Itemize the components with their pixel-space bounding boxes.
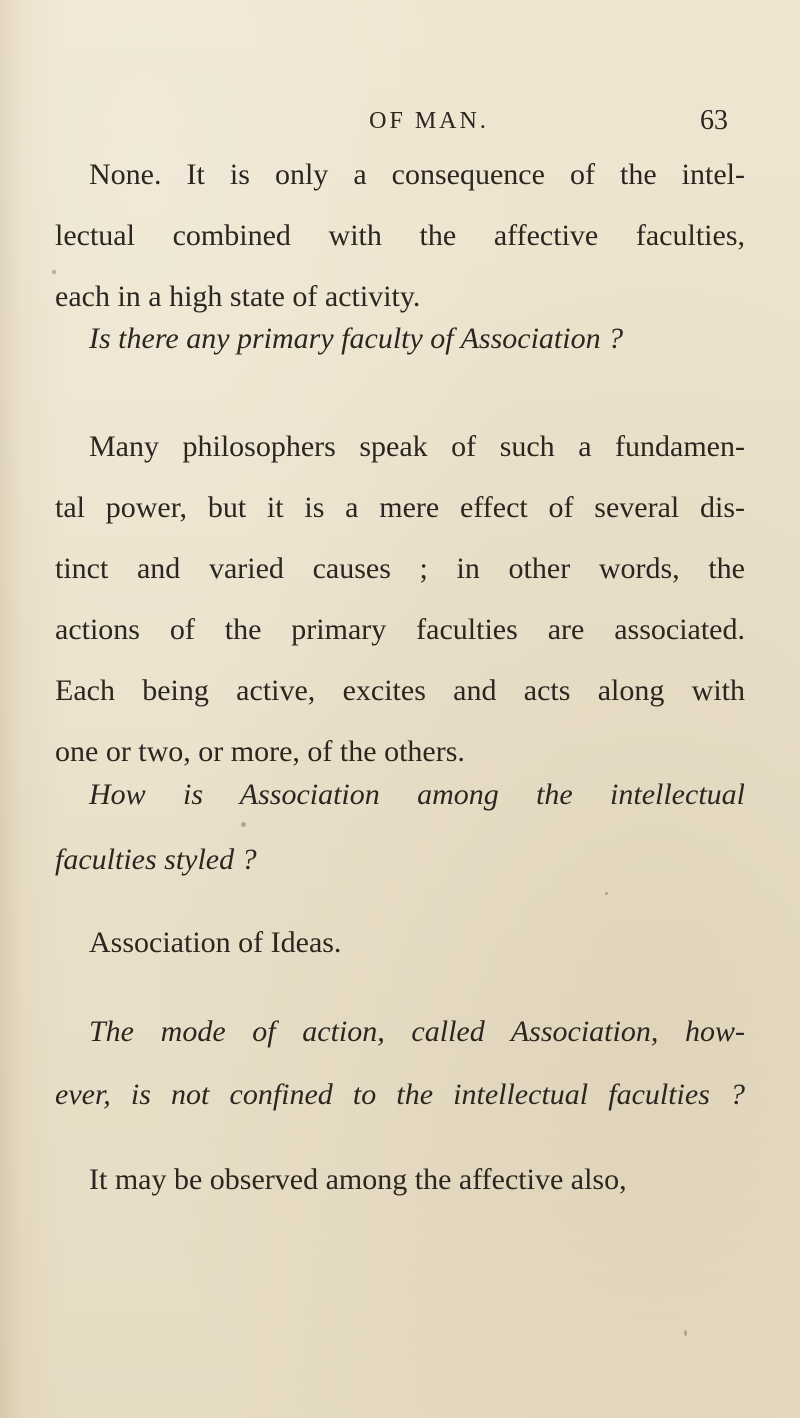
answer-paragraph-2 (55, 432, 745, 777)
running-head: OF MAN. (369, 108, 489, 134)
text-line: actions of the primary faculties are associated. (55, 613, 745, 646)
text-line: Association of Ideas. (89, 926, 342, 959)
text-line: It may be observed among the affective also, (89, 1163, 627, 1196)
text-line: lectual combined with the affective faculties, (55, 219, 745, 252)
text-line: tal power, but it is a mere effect of several dis- (55, 491, 745, 524)
text-line: tinct and varied causes ; in other words, the (55, 552, 745, 585)
question-paragraph-1 (55, 324, 745, 364)
question-line: ever, is not confined to the intellectual faculties ? (55, 1078, 745, 1111)
text-line: None. It is only a consequence of the intel- (89, 158, 745, 191)
question-paragraph-3 (55, 1017, 745, 1120)
answer-paragraph-3 (55, 928, 745, 968)
paper-speck (684, 1330, 687, 1336)
paper-speck (605, 892, 608, 895)
question-line: faculties styled ? (55, 843, 257, 876)
answer-paragraph-4 (55, 1165, 745, 1205)
answer-paragraph-1 (55, 160, 745, 322)
question-paragraph-2 (55, 780, 745, 885)
page-header (0, 101, 800, 141)
paper-speck (52, 270, 56, 274)
paper-speck (241, 822, 246, 827)
text-line: Each being active, excites and acts along with (55, 674, 745, 707)
page-number: 63 (700, 105, 728, 136)
question-line: How is Association among the intellectual (89, 778, 745, 811)
text-line: each in a high state of activity. (55, 280, 421, 313)
question-line: The mode of action, called Association, how- (89, 1015, 745, 1048)
question-line: Is there any primary faculty of Association ? (89, 322, 624, 355)
text-line: Many philosophers speak of such a fundamen- (89, 430, 745, 463)
text-line: one or two, or more, of the others. (55, 735, 465, 768)
